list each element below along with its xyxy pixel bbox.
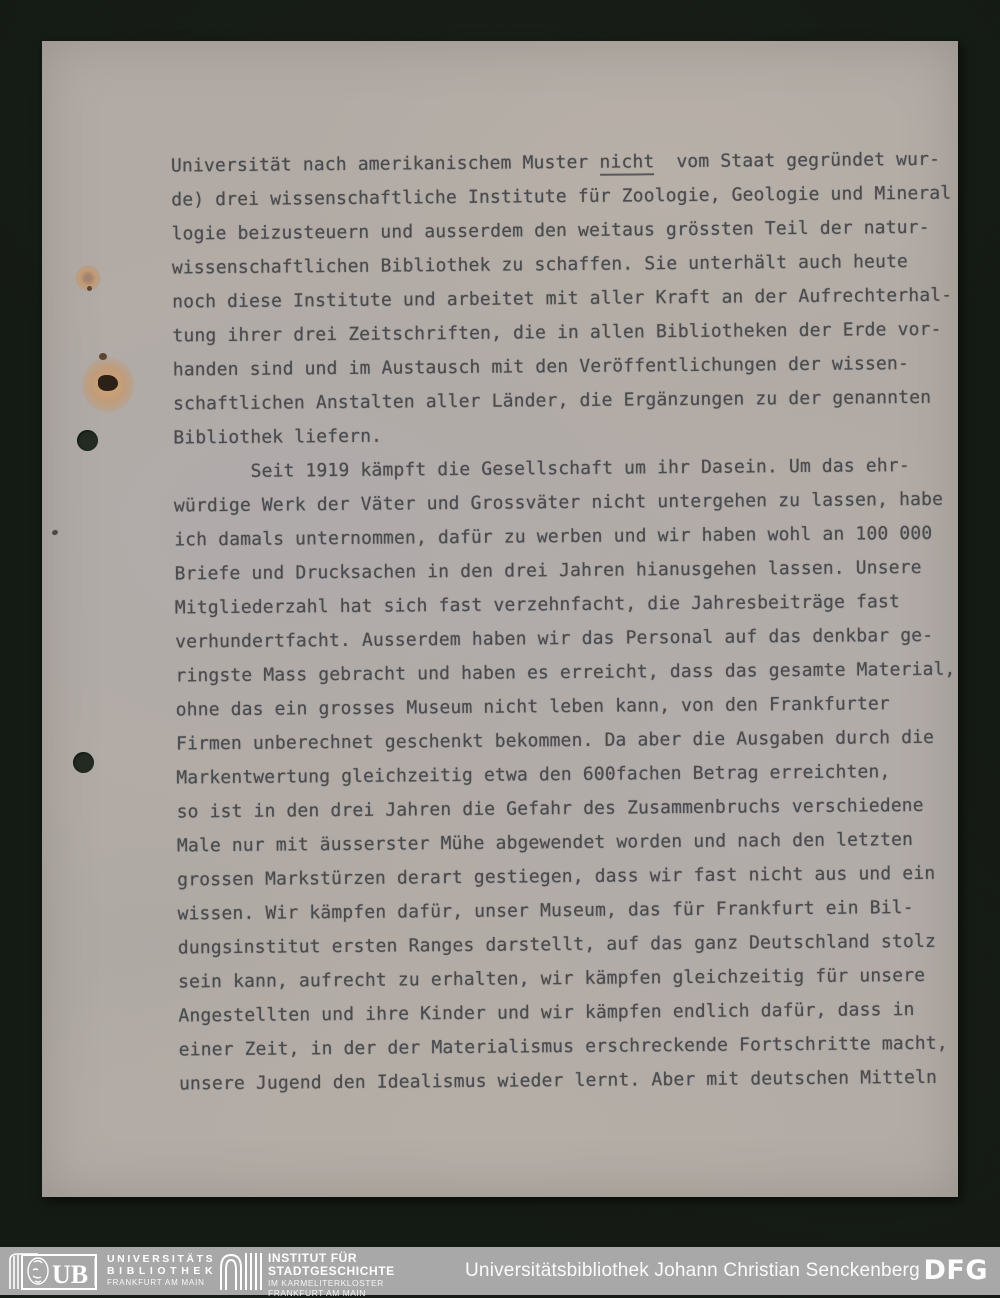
ub-line-1: UNIVERSITÄTS (107, 1253, 216, 1265)
document-line: wissenschaftlichen Bibliothek zu schaffen. Sie unterhält auch heute (171, 251, 909, 279)
document-line: Markentwertung gleichzeitig etwa den 600fachen Betrag erreichten, (176, 761, 891, 789)
scanned-page (42, 41, 958, 1197)
document-line: Bibliothek liefern. (173, 425, 383, 449)
dfg-logo: DFG (923, 1255, 988, 1286)
document-line: tung ihrer drei Zeitschriften, die in allen Bibliotheken der Erde vor- (172, 318, 942, 347)
institute-name (268, 1252, 395, 1298)
ub-line-3: FRANKFURT AM MAIN (107, 1278, 205, 1287)
document-line: Firmen unberechnet geschenkt bekommen. Da aber die Ausgaben durch die (175, 726, 935, 755)
document-line: einer Zeit, in der der Materialismus erschreckende Fortschritte macht, (178, 1032, 948, 1061)
ub-logo (8, 1252, 98, 1290)
punch-hole-top (77, 430, 98, 451)
document-line: handen sind und im Austausch mit den Veröffentlichungen der wissen- (172, 353, 909, 381)
document-line: Male nur mit äusserster Mühe abgewendet worden und nach den letzten (176, 829, 914, 857)
institute-line-4: FRANKFURT AM MAIN (268, 1288, 366, 1298)
document-line: ich damals unternommen, dafür zu werben und wir haben wohl an 100 000 (174, 522, 933, 551)
punch-hole-bottom (73, 752, 94, 773)
ub-line-2: BIBLIOTHEK (107, 1265, 218, 1277)
document-line: sein kann, aufrecht zu erhalten, wir kämpfen gleichzeitig für unsere (178, 964, 926, 993)
document-line: noch diese Institute und arbeitet mit aller Kraft an der Aufrechterhal- (172, 284, 953, 313)
document-line: Angestellten und ihre Kinder und wir kämpfen endlich dafür, dass in (178, 999, 915, 1027)
footer-bar (0, 1247, 1000, 1298)
document-line: schaftlichen Anstalten aller Länder, die Ergänzungen zu der genannten (172, 386, 932, 415)
document-line: unsere Jugend den Idealismus wieder lernt. Aber mit deutschen Mitteln (178, 1066, 938, 1095)
document-line: dungsinstitut ersten Ranges darstellt, auf das ganz Deutschland stolz (177, 930, 937, 959)
document-line: Seit 1919 kämpft die Gesellschaft um ihr Dasein. Um das ehr- (173, 455, 910, 483)
document-line: de) drei wissenschaftliche Institute für Zoologie, Geologie und Mineral (171, 182, 952, 211)
document-line: Briefe und Drucksachen in den drei Jahren hianusgehen lassen. Unsere (174, 556, 922, 585)
institute-line-1: INSTITUT FÜR (268, 1251, 358, 1265)
document-line: ringste Mass gebracht und haben es erreicht, dass das gesamte Material, (175, 658, 956, 687)
rust-dot-top (87, 286, 92, 291)
ub-library-name (107, 1253, 217, 1289)
document-line: wissen. Wir kämpfen dafür, unser Museum, das für Frankfurt ein Bil- (177, 897, 914, 925)
document-line: so ist in den drei Jahren die Gefahr des Zusammenbruchs verschiedene (176, 794, 924, 823)
ub-initials: UB (52, 1260, 89, 1289)
document-line: grossen Markstürzen derart gestiegen, dass wir fast nicht aus und ein (177, 862, 936, 891)
rust-dot-mid (99, 353, 107, 360)
institute-line-2: STADTGESCHICHTE (268, 1264, 395, 1278)
library-full-name: Universitätsbibliothek Johann Christian Senckenberg (465, 1260, 920, 1281)
goethe-head-icon (28, 1258, 48, 1284)
logo-divider (95, 1258, 98, 1286)
document-line: Mitgliederzahl hat sich fast verzehnfacht, die Jahresbeiträge fast (174, 591, 901, 619)
ink-speck (51, 529, 59, 536)
rust-stain-core (98, 375, 118, 391)
document-line: Universität nach amerikanischem Muster nicht vom Staat gegründet wur- (170, 148, 941, 177)
document-line: würdige Werk der Väter und Grossväter nicht untergehen zu lassen, habe (173, 488, 944, 517)
document-text (171, 143, 979, 1102)
document-line: logie beizusteuern und ausserdem den weitaus grössten Teil der natur- (171, 216, 930, 245)
underlined-word: nicht (599, 151, 654, 175)
karmeliterkloster-arch-icon (218, 1252, 264, 1290)
document-line: verhundertfacht. Ausserdem haben wir das Personal auf das denkbar ge- (175, 624, 934, 653)
document-line: ohne das ein grosses Museum nicht leben kann, von den Frankfurter (175, 693, 890, 721)
institute-line-3: IM KARMELITERKLOSTER (268, 1278, 384, 1288)
